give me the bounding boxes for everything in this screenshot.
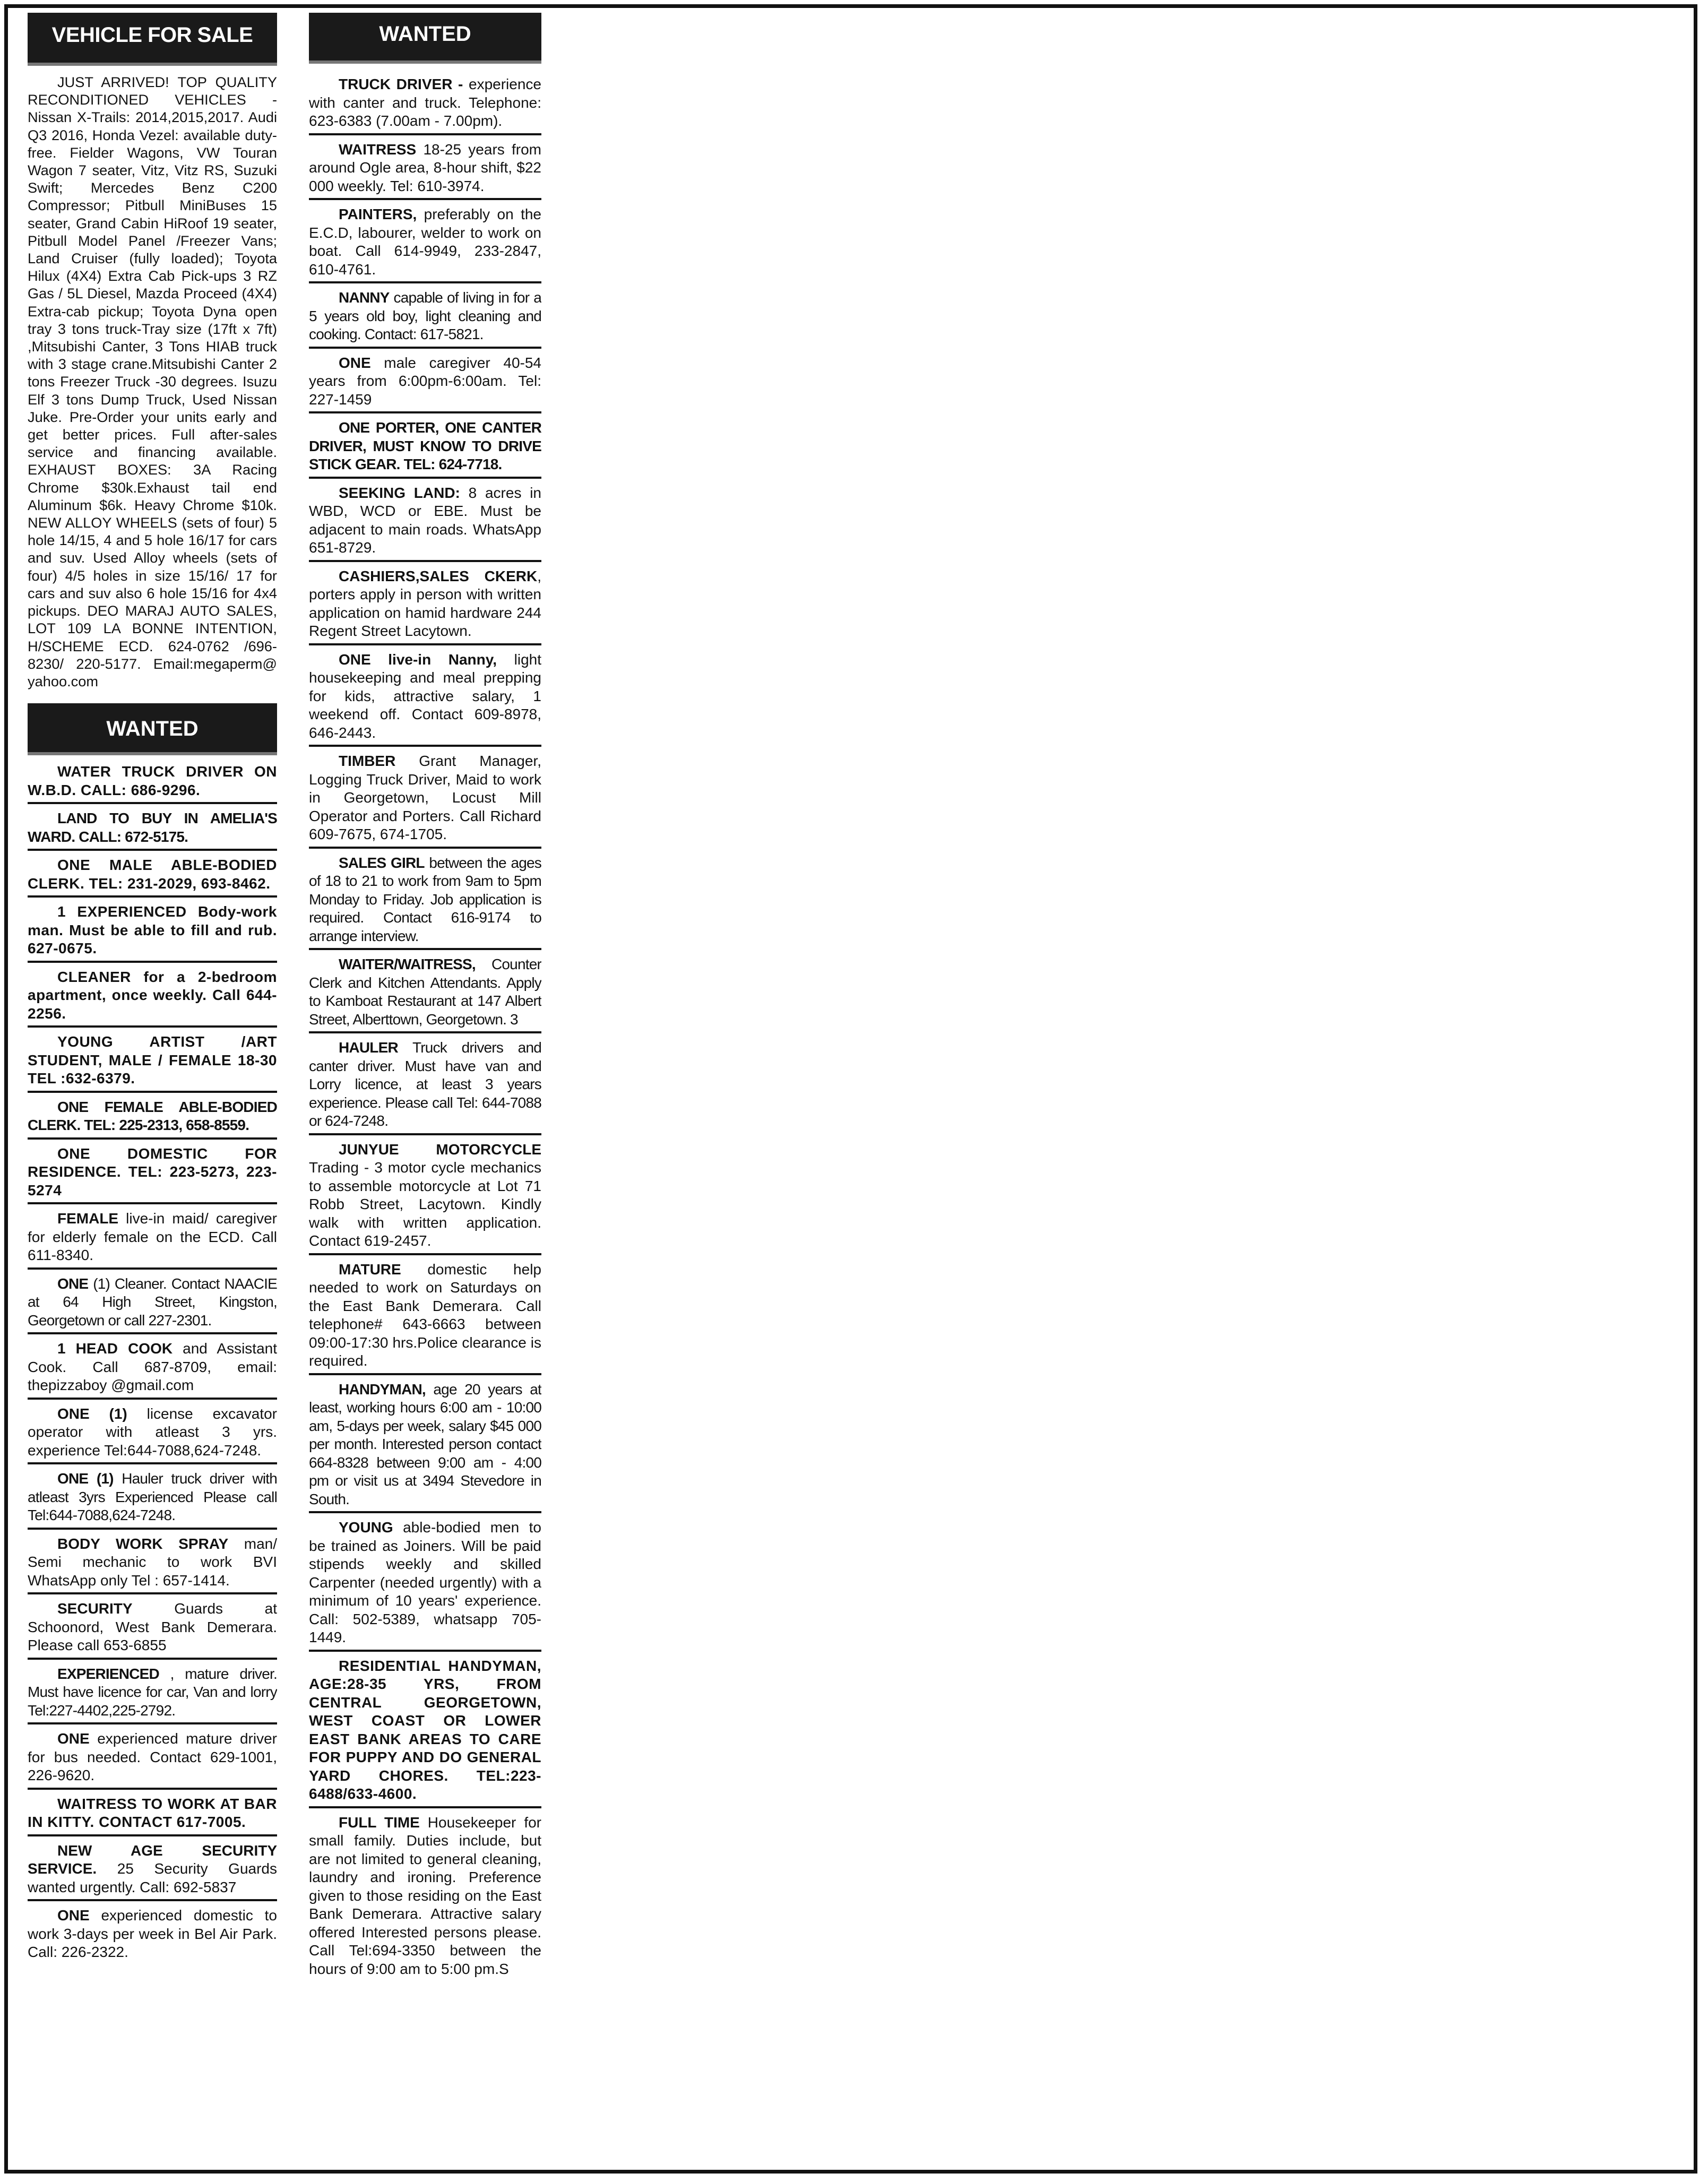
classified-ad: EXPERIENCED , mature driver. Must have licence for car, Van and lorry Tel:227-4402,225-2792. <box>28 1665 277 1725</box>
classified-ad: SALES GIRL between the ages of 18 to 21 to work from 9am to 5pm Monday to Friday. Job application is required. Contact 616-9174 to arrange interview. <box>309 854 541 951</box>
classified-ad: FEMALE live-in maid/ caregiver for elderly female on the ECD. Call 611-8340. <box>28 1210 277 1270</box>
classified-ad: NEW AGE SECURITY SERVICE. 25 Security Guards wanted urgently. Call: 692-5837 <box>28 1842 277 1902</box>
classified-ad: ONE live-in Nanny, light housekeeping and meal prepping for kids, attractive salary, 1 weekend off. Contact 609-8978, 646-2443. <box>309 651 541 747</box>
classified-ad: ONE (1) license excavator operator with atleast 3 yrs. experience Tel:644-7088,624-7248. <box>28 1405 277 1465</box>
classified-ad: ONE experienced mature driver for bus needed. Contact 629-1001, 226-9620. <box>28 1730 277 1790</box>
classified-ad: HANDYMAN, age 20 years at least, working hours 6:00 am - 10:00 am, 5-days per week, salary $45 000 per month. Interested person contact 664-8328 between 9:00 am - 4:00 pm or visit us at 3494 Stevedore in South. <box>309 1381 541 1514</box>
classified-ad: WAITRESS 18-25 years from around Ogle area, 8-hour shift, $22 000 weekly. Tel: 610-3974. <box>309 141 541 201</box>
classified-ad: BODY WORK SPRAY man/ Semi mechanic to work BVI WhatsApp only Tel : 657-1414. <box>28 1535 277 1595</box>
classified-ad: YOUNG ARTIST /ART STUDENT, MALE / FEMALE 18-30 TEL :632-6379. <box>28 1033 277 1093</box>
classified-column-left <box>28 13 277 1970</box>
classified-ad: ONE (1) Cleaner. Contact NAACIE at 64 High Street, Kingston, Georgetown or call 227-2301. <box>28 1275 277 1335</box>
vehicle-sale-text: JUST ARRIVED! TOP QUALITY RECONDITIONED VEHICLES - Nissan X-Trails: 2014,2015,2017. Audi Q3 2016, Honda Vezel: available duty-free. Fielder Wagons, VW Touran Wagon 7 seater, Vitz, Vitz RS, Suzuki Swift; Mercedes Benz C200 Compressor; Pitbull MiniBuses 15 seater, Grand Cabin HiRoof 19 seater, Pitbull Model Panel /Freezer Vans; Land Cruiser (fully loaded); Toyota Hilux (4X4) Extra Cab Pick-ups 3 RZ Gas / 5L Diesel, Mazda Proceed (4X4) Extra-cab pickup; Toyota Dyna open tray 3 tons truck-Tray size (17ft x 7ft) ,Mitsubishi Canter, 3 Tons HIAB truck with 3 stage crane.Mitsubishi Canter 2 tons Freezer Truck -30 degrees. Isuzu Elf 3 tons Dump Truck, Used Nissan Juke. Pre-Order your units early and get better prices. Full after-sales service and financing available. EXHAUST BOXES: 3A Racing Chrome $30k.Exhaust tail end Aluminum $6k. Heavy Chrome $10k. NEW ALLOY WHEELS (sets of four) 5 hole 14/15, 4 and 5 hole 16/17 for cars and suv. Used Alloy wheels (sets of four) 4/5 holes in size 15/16/ 17 for cars and suv also 6 hole 15/16 for 4x4 pickups. DEO MARAJ AUTO SALES, LOT 109 LA BONNE INTENTION, H/SCHEME ECD. 624-0762 /696-8230/ 220-5177. Email:megaperm@ yahoo.com <box>28 74 277 689</box>
classified-ad: CLEANER for a 2-bedroom apartment, once weekly. Call 644-2256. <box>28 968 277 1028</box>
classified-ad: SEEKING LAND: 8 acres in WBD, WCD or EBE. Must be adjacent to main roads. WhatsApp 651-8729. <box>309 484 541 562</box>
classified-ad: ONE male caregiver 40-54 years from 6:00pm-6:00am. Tel: 227-1459 <box>309 354 541 414</box>
classified-ad: JUNYUE MOTORCYCLE Trading - 3 motor cycle mechanics to assemble motorcycle at Lot 71 Robb Street, Lacytown. Kindly walk with written application. Contact 619-2457. <box>309 1141 541 1255</box>
classified-ad: PAINTERS, preferably on the E.C.D, labourer, welder to work on boat. Call 614-9949, 233-2847, 610-4761. <box>309 205 541 283</box>
classified-ad: ONE PORTER, ONE CANTER DRIVER, MUST KNOW TO DRIVE STICK GEAR. TEL: 624-7718. <box>309 419 541 479</box>
classified-ad: HAULER Truck drivers and canter driver. Must have van and Lorry licence, at least 3 years experience. Please call Tel: 644-7088 or 624-7248. <box>309 1039 541 1135</box>
classified-ad: MATURE domestic help needed to work on Saturdays on the East Bank Demerara. Call telephone# 643-6663 between 09:00-17:30 hrs.Police clearance is required. <box>309 1261 541 1375</box>
classified-ad: YOUNG able-bodied men to be trained as Joiners. Will be paid stipends weekly and skilled Carpenter (needed urgently) with a minimum of 10 years' experience. Call: 502-5389, whatsapp 705-1449. <box>309 1519 541 1652</box>
classified-ad: NANNY capable of living in for a 5 years old boy, light cleaning and cooking. Contact: 617-5821. <box>309 289 541 349</box>
classified-ad: LAND TO BUY IN AMELIA'S WARD. CALL: 672-5175. <box>28 809 277 851</box>
classified-ad: WAITER/WAITRESS, Counter Clerk and Kitchen Attendants. Apply to Kamboat Restaurant at 147 Albert Street, Alberttown, Georgetown. 3 <box>309 955 541 1033</box>
classified-ad: TIMBER Grant Manager, Logging Truck Driver, Maid to work in Georgetown, Locust Mill Operator and Porters. Call Richard 609-7675, 674-1705. <box>309 752 541 849</box>
classified-ad: WATER TRUCK DRIVER ON W.B.D. CALL: 686-9296. <box>28 763 277 804</box>
classified-ad: ONE DOMESTIC FOR RESIDENCE. TEL: 223-5273, 223-5274 <box>28 1145 277 1205</box>
classified-ad: ONE FEMALE ABLE-BODIED CLERK. TEL: 225-2313, 658-8559. <box>28 1098 277 1140</box>
classified-ad: CASHIERS,SALES CKERK, porters apply in person with written application on hamid hardware 244 Regent Street Lacytown. <box>309 567 541 645</box>
classified-ad: TRUCK DRIVER - experience with canter and truck. Telephone: 623-6383 (7.00am - 7.00pm). <box>309 75 541 135</box>
classified-ad: 1 HEAD COOK and Assistant Cook. Call 687-8709, email: thepizzaboy @gmail.com <box>28 1340 277 1400</box>
classified-ad: 1 EXPERIENCED Body-work man. Must be able to fill and rub. 627-0675. <box>28 903 277 963</box>
vehicle-for-sale-header: VEHICLE FOR SALE <box>28 13 277 66</box>
wanted-header-right: WANTED <box>309 13 541 64</box>
classified-ad: FULL TIME Housekeeper for small family. Duties include, but are not limited to general cleaning, laundry and ironing. Preference given to those residing on the East Bank Demerara. Attractive salary offered Interested persons please. Call Tel:694-3350 between the hours of 9:00 am to 5:00 pm.S <box>309 1814 541 1977</box>
classified-ad: RESIDENTIAL HANDYMAN, AGE:28-35 YRS, FROM CENTRAL GEORGETOWN, WEST COAST OR LOWER EAST BANK AREAS TO CARE FOR PUPPY AND DO GENERAL YARD CHORES. TEL:223-6488/633-4600. <box>309 1657 541 1808</box>
classified-column-right <box>309 13 541 1986</box>
classified-ad: ONE experienced domestic to work 3-days per week in Bel Air Park. Call: 226-2322. <box>28 1907 277 1961</box>
classified-ad: ONE MALE ABLE-BODIED CLERK. TEL: 231-2029, 693-8462. <box>28 856 277 898</box>
vehicle-sale-ad <box>28 66 277 693</box>
classified-ad: SECURITY Guards at Schoonord, West Bank Demerara. Please call 653-6855 <box>28 1600 277 1660</box>
wanted-header-left: WANTED <box>28 703 277 755</box>
classified-ad: ONE (1) Hauler truck driver with atleast 3yrs Experienced Please call Tel:644-7088,624-7248. <box>28 1470 277 1530</box>
classified-ad: WAITRESS TO WORK AT BAR IN KITTY. CONTACT 617-7005. <box>28 1795 277 1836</box>
